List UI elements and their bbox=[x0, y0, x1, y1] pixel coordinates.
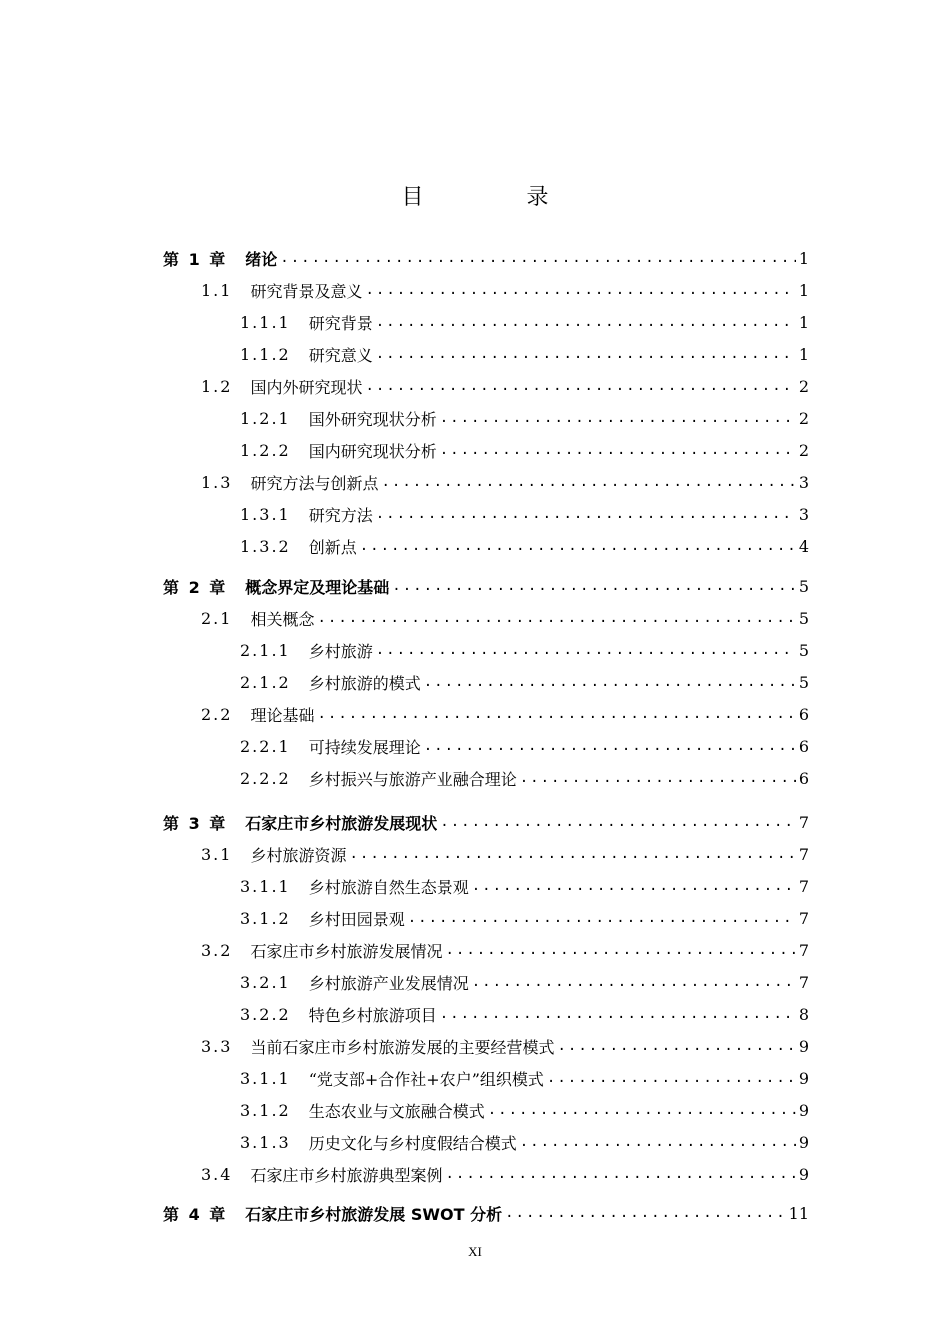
toc-entry-title: 国内研究现状分析 bbox=[308, 441, 437, 461]
toc-entry-title: 国内外研究现状 bbox=[250, 377, 363, 397]
toc-entry-number: 3.1.3 bbox=[240, 1132, 291, 1152]
toc-chapter-entry[interactable] bbox=[163, 572, 809, 600]
toc-entry[interactable] bbox=[240, 404, 809, 432]
toc-entry-page: 6 bbox=[798, 704, 809, 724]
toc-entry[interactable] bbox=[240, 1128, 809, 1156]
toc-entry[interactable] bbox=[240, 340, 809, 368]
toc-entry-title: 历史文化与乡村度假结合模式 bbox=[308, 1133, 517, 1153]
toc-entry-number: 3.1.2 bbox=[240, 908, 291, 928]
toc-dot-leader bbox=[440, 812, 796, 832]
toc-entry-title: 研究背景 bbox=[308, 313, 373, 333]
toc-dot-leader bbox=[376, 312, 796, 332]
toc-dot-leader bbox=[376, 504, 796, 524]
toc-entry[interactable] bbox=[240, 1096, 809, 1124]
toc-dot-leader bbox=[440, 1004, 796, 1024]
toc-dot-leader bbox=[472, 876, 796, 896]
toc-dot-leader bbox=[392, 576, 796, 596]
page-number: XI bbox=[468, 1244, 482, 1259]
toc-entry-number: 2.1 bbox=[201, 608, 233, 628]
toc-dot-leader bbox=[424, 672, 796, 692]
toc-entry-title: 乡村旅游 bbox=[308, 641, 373, 661]
toc-entry-page: 9 bbox=[798, 1164, 809, 1184]
toc-entry-page: 2 bbox=[798, 408, 809, 428]
toc-entry-page: 5 bbox=[798, 576, 809, 596]
toc-entry-page: 8 bbox=[798, 1004, 809, 1024]
toc-entry-title: 可持续发展理论 bbox=[308, 737, 421, 757]
toc-dot-leader bbox=[440, 440, 796, 460]
toc-entry-page: 7 bbox=[798, 908, 809, 928]
toc-entry-number: 3.1.2 bbox=[240, 1100, 291, 1120]
toc-dot-leader bbox=[520, 768, 796, 788]
toc-entry-title: 理论基础 bbox=[250, 705, 315, 725]
toc-entry-title: 乡村旅游自然生态景观 bbox=[308, 877, 469, 897]
toc-entry-title: 绪论 bbox=[245, 249, 278, 269]
toc-entry-number: 第 4 章 bbox=[163, 1204, 228, 1224]
toc-entry[interactable] bbox=[201, 468, 809, 496]
toc-dot-leader bbox=[365, 376, 795, 396]
toc-dot-leader bbox=[520, 1132, 796, 1152]
toc-dot-leader bbox=[317, 608, 795, 628]
toc-dot-leader bbox=[317, 704, 795, 724]
toc-chapter-entry[interactable] bbox=[163, 1199, 809, 1227]
toc-entry-title: 生态农业与文旅融合模式 bbox=[308, 1101, 485, 1121]
toc-entry-page: 7 bbox=[798, 940, 809, 960]
toc-entry-page: 7 bbox=[798, 844, 809, 864]
toc-entry[interactable] bbox=[201, 700, 809, 728]
toc-entry[interactable] bbox=[240, 636, 809, 664]
toc-chapter-entry[interactable] bbox=[163, 808, 809, 836]
toc-entry[interactable] bbox=[201, 1160, 809, 1188]
toc-entry-page: 3 bbox=[798, 504, 809, 524]
toc-entry-number: 1.3 bbox=[201, 472, 233, 492]
toc-entry-title: 特色乡村旅游项目 bbox=[308, 1005, 437, 1025]
toc-dot-leader bbox=[349, 844, 795, 864]
toc-dot-leader bbox=[365, 280, 795, 300]
toc-entry-page: 2 bbox=[798, 440, 809, 460]
toc-entry[interactable] bbox=[201, 840, 809, 868]
toc-entry-number: 1.3.1 bbox=[240, 504, 291, 524]
toc-entry-page: 7 bbox=[798, 876, 809, 896]
toc-entry-page: 9 bbox=[798, 1132, 809, 1152]
toc-entry-page: 5 bbox=[798, 672, 809, 692]
toc-entry[interactable] bbox=[201, 604, 809, 632]
toc-dot-leader bbox=[472, 972, 796, 992]
toc-entry[interactable] bbox=[240, 308, 809, 336]
toc-entry-number: 1.1.1 bbox=[240, 312, 291, 332]
toc-entry-page: 1 bbox=[798, 344, 809, 364]
toc-entry[interactable] bbox=[240, 668, 809, 696]
toc-entry-page: 6 bbox=[798, 768, 809, 788]
toc-entry-title: 乡村旅游产业发展情况 bbox=[308, 973, 469, 993]
toc-entry-number: 1.3.2 bbox=[240, 536, 291, 556]
toc-entry-title: 石家庄市乡村旅游典型案例 bbox=[250, 1165, 443, 1185]
page-title: 目 录 bbox=[401, 185, 597, 210]
toc-dot-leader bbox=[360, 536, 796, 556]
toc-entry-title: 乡村田园景观 bbox=[308, 909, 405, 929]
toc-entry-title: 创新点 bbox=[308, 537, 357, 557]
toc-entry-title: 石家庄市乡村旅游发展情况 bbox=[250, 941, 443, 961]
toc-entry[interactable] bbox=[240, 968, 809, 996]
toc-entry-title: 概念界定及理论基础 bbox=[245, 577, 390, 597]
toc-dot-leader bbox=[376, 640, 796, 660]
toc-entry-title: 研究方法 bbox=[308, 505, 373, 525]
toc-entry[interactable] bbox=[240, 532, 809, 560]
toc-dot-leader bbox=[408, 908, 796, 928]
toc-entry-title: 研究方法与创新点 bbox=[250, 473, 379, 493]
toc-entry-page: 5 bbox=[798, 608, 809, 628]
toc-entry-number: 第 1 章 bbox=[163, 249, 228, 269]
toc-dot-leader bbox=[381, 472, 795, 492]
toc-entry[interactable] bbox=[240, 904, 809, 932]
toc-entry-page: 7 bbox=[798, 812, 809, 832]
toc-entry-title: 研究背景及意义 bbox=[250, 281, 363, 301]
toc-entry[interactable] bbox=[240, 764, 809, 792]
toc-entry-number: 3.1.1 bbox=[240, 876, 291, 896]
toc-entry-title: 石家庄市乡村旅游发展现状 bbox=[245, 813, 438, 833]
toc-dot-leader bbox=[547, 1068, 796, 1088]
toc-entry-number: 3.3 bbox=[201, 1036, 233, 1056]
toc-entry-page: 5 bbox=[798, 640, 809, 660]
toc-dot-leader bbox=[445, 940, 795, 960]
toc-dot-leader bbox=[488, 1100, 796, 1120]
toc-entry-number: 3.4 bbox=[201, 1164, 233, 1184]
toc-entry-title: 当前石家庄市乡村旅游发展的主要经营模式 bbox=[250, 1037, 555, 1057]
toc-entry-page: 6 bbox=[798, 736, 809, 756]
toc-entry[interactable] bbox=[240, 1000, 809, 1028]
toc-entry-page: 7 bbox=[798, 972, 809, 992]
toc-entry-number: 第 3 章 bbox=[163, 813, 228, 833]
toc-entry-title: 国外研究现状分析 bbox=[308, 409, 437, 429]
toc-entry-number: 3.1.1 bbox=[240, 1068, 291, 1088]
toc-entry-title: 研究意义 bbox=[308, 345, 373, 365]
toc-entry-title: 乡村旅游资源 bbox=[250, 845, 347, 865]
toc-entry[interactable] bbox=[240, 500, 809, 528]
toc-entry[interactable] bbox=[201, 372, 809, 400]
toc-entry-title: 相关概念 bbox=[250, 609, 315, 629]
toc-dot-leader bbox=[280, 248, 796, 268]
toc-entry[interactable] bbox=[240, 732, 809, 760]
toc-entry[interactable] bbox=[240, 436, 809, 464]
toc-entry-title: “党支部+合作社+农户”组织模式 bbox=[308, 1069, 544, 1089]
toc-entry-number: 2.2.1 bbox=[240, 736, 291, 756]
toc-dot-leader bbox=[505, 1203, 786, 1223]
toc-dot-leader bbox=[557, 1036, 795, 1056]
toc-entry-page: 1 bbox=[798, 248, 809, 268]
toc-entry-number: 2.2 bbox=[201, 704, 233, 724]
toc-chapter-entry[interactable] bbox=[163, 244, 809, 272]
toc-entry[interactable] bbox=[240, 872, 809, 900]
toc-entry[interactable] bbox=[201, 936, 809, 964]
toc-entry-page: 4 bbox=[798, 536, 809, 556]
toc-entry-number: 1.2.2 bbox=[240, 440, 291, 460]
toc-entry-title: 乡村旅游的模式 bbox=[308, 673, 421, 693]
toc-entry-number: 3.2.2 bbox=[240, 1004, 291, 1024]
toc-entry-page: 9 bbox=[798, 1100, 809, 1120]
toc-entry-title: 石家庄市乡村旅游发展 SWOT 分析 bbox=[245, 1204, 503, 1224]
toc-entry-number: 1.1.2 bbox=[240, 344, 291, 364]
toc-entry-number: 3.2.1 bbox=[240, 972, 291, 992]
toc-dot-leader bbox=[440, 408, 796, 428]
toc-entry-number: 3.2 bbox=[201, 940, 233, 960]
toc-entry-number: 1.2 bbox=[201, 376, 233, 396]
toc-entry[interactable] bbox=[201, 276, 809, 304]
toc-entry[interactable] bbox=[201, 1032, 809, 1060]
toc-entry-page: 9 bbox=[798, 1036, 809, 1056]
toc-entry[interactable] bbox=[240, 1064, 809, 1092]
toc-entry-page: 2 bbox=[798, 376, 809, 396]
toc-entry-page: 11 bbox=[788, 1203, 809, 1223]
toc-entry-page: 9 bbox=[798, 1068, 809, 1088]
toc-dot-leader bbox=[445, 1164, 795, 1184]
toc-entry-number: 2.1.2 bbox=[240, 672, 291, 692]
toc-entry-title: 乡村振兴与旅游产业融合理论 bbox=[308, 769, 517, 789]
toc-dot-leader bbox=[376, 344, 796, 364]
toc-entry-number: 第 2 章 bbox=[163, 577, 228, 597]
toc-entry-number: 3.1 bbox=[201, 844, 233, 864]
toc-entry-number: 1.1 bbox=[201, 280, 233, 300]
toc-entry-page: 1 bbox=[798, 312, 809, 332]
toc-entry-page: 3 bbox=[798, 472, 809, 492]
toc-entry-number: 2.1.1 bbox=[240, 640, 291, 660]
toc-dot-leader bbox=[424, 736, 796, 756]
toc-entry-number: 1.2.1 bbox=[240, 408, 291, 428]
toc-entry-page: 1 bbox=[798, 280, 809, 300]
toc-entry-number: 2.2.2 bbox=[240, 768, 291, 788]
